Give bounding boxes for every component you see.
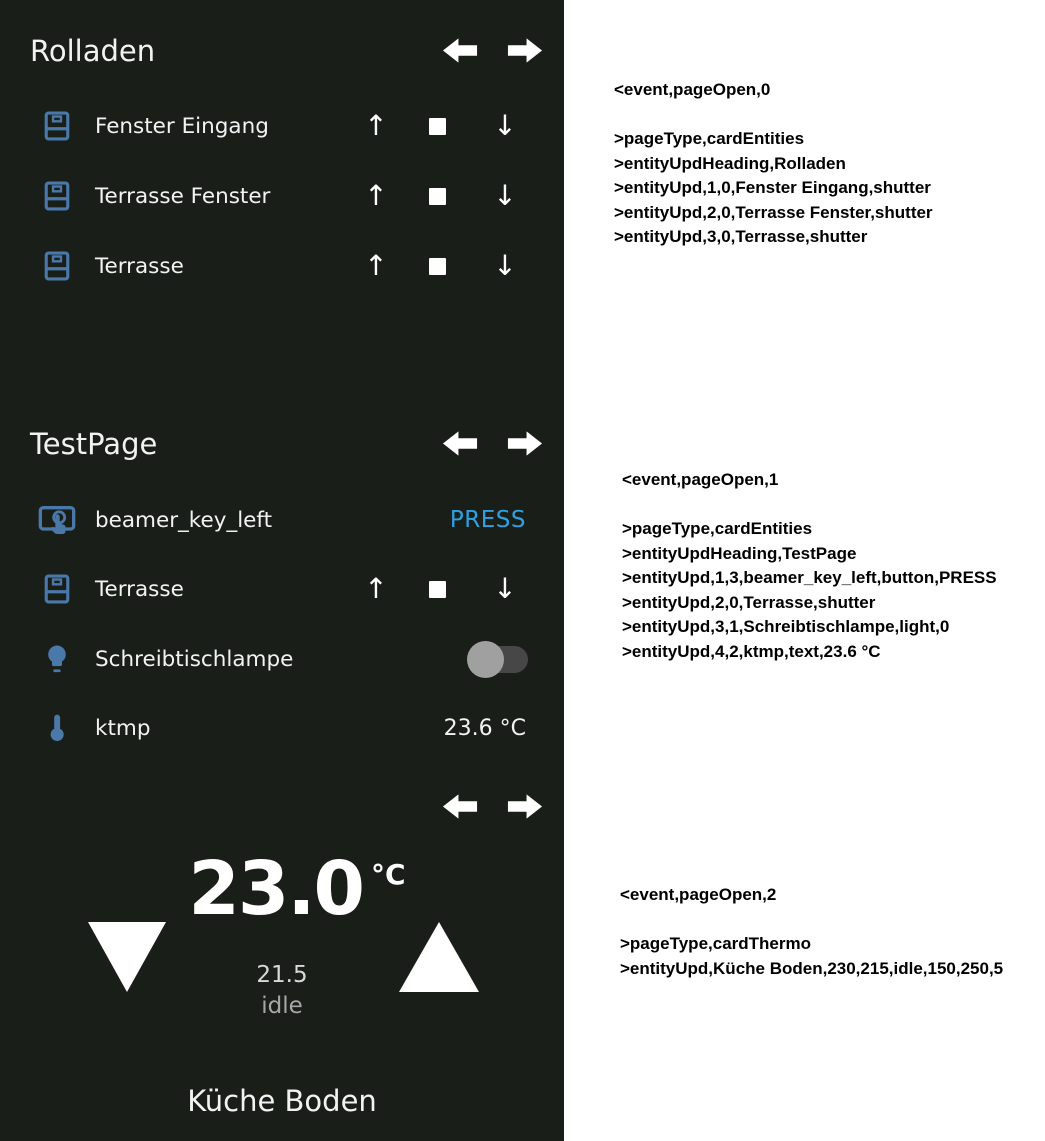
log-line: <event,pageOpen,2 [620, 885, 777, 904]
lightbulb-icon [40, 642, 74, 676]
shutter-up-button[interactable]: ↑ [364, 109, 388, 142]
card-heading-testpage: TestPage [30, 427, 158, 461]
nav-next-button[interactable] [506, 791, 544, 822]
log-line: >pageType,cardEntities [622, 519, 813, 538]
light-toggle-switch[interactable] [470, 646, 528, 673]
toggle-knob [467, 641, 504, 678]
entity-label: Fenster Eingang [95, 114, 269, 139]
nav-next-button[interactable] [506, 35, 544, 66]
window-shutter-icon [40, 109, 74, 143]
press-button[interactable]: PRESS [449, 507, 526, 533]
log-line: <event,pageOpen,1 [622, 470, 779, 489]
gesture-tap-button-icon [37, 500, 77, 540]
log-line: >entityUpdHeading,Rolladen [614, 153, 846, 173]
log-line: >pageType,cardThermo [620, 934, 811, 953]
window-shutter-icon [40, 249, 74, 283]
window-shutter-icon [40, 572, 74, 606]
window-shutter-icon [40, 179, 74, 213]
log-line [620, 908, 1003, 933]
log-block-2 [620, 883, 1003, 981]
entity-label: Terrasse [95, 577, 184, 602]
log-line: >entityUpd,2,0,Terrasse Fenster,shutter [614, 202, 933, 222]
log-line: >entityUpdHeading,TestPage [622, 543, 857, 563]
log-line: >entityUpd,1,3,beamer_key_left,button,PRESS [622, 568, 997, 587]
protocol-log [564, 0, 1045, 1141]
current-temperature [15, 846, 579, 932]
thermostat-title: Küche Boden [187, 1084, 377, 1118]
shutter-up-button[interactable]: ↑ [364, 179, 388, 212]
entity-label: Schreibtischlampe [95, 647, 294, 672]
shutter-stop-button[interactable] [429, 188, 446, 205]
shutter-stop-button[interactable] [429, 118, 446, 135]
shutter-stop-button[interactable] [429, 581, 446, 598]
log-line: >entityUpd,2,0,Terrasse,shutter [622, 592, 876, 612]
log-block-0 [614, 78, 933, 250]
shutter-up-button[interactable]: ↑ [364, 249, 388, 282]
nav-next-button[interactable] [506, 428, 544, 459]
nav-prev-button[interactable] [441, 791, 479, 822]
log-line [614, 103, 933, 128]
log-line: <event,pageOpen,0 [614, 80, 771, 99]
log-line: >entityUpd,Küche Boden,230,215,idle,150,250,5 [620, 958, 1004, 978]
target-temperature: 21.5 [256, 962, 308, 988]
log-block-1 [622, 468, 997, 664]
log-line: >entityUpd,3,0,Terrasse,shutter [614, 227, 868, 246]
log-line [622, 493, 997, 518]
entity-label: beamer_key_left [95, 508, 273, 533]
entity-label: ktmp [95, 716, 151, 741]
shutter-down-button[interactable]: ↓ [493, 179, 517, 212]
shutter-down-button[interactable]: ↓ [493, 249, 517, 282]
temperature-value: 23.6 °C [443, 716, 526, 741]
thermometer-icon [40, 711, 74, 745]
shutter-down-button[interactable]: ↓ [493, 572, 517, 605]
nav-prev-button[interactable] [441, 35, 479, 66]
thermostat-state: idle [261, 993, 303, 1019]
shutter-down-button[interactable]: ↓ [493, 109, 517, 142]
log-line: >pageType,cardEntities [614, 129, 805, 148]
temperature-unit: °C [371, 858, 406, 891]
card-heading-rolladen: Rolladen [30, 34, 156, 68]
log-line: >entityUpd,4,2,ktmp,text,23.6 °C [622, 641, 881, 661]
shutter-stop-button[interactable] [429, 258, 446, 275]
shutter-up-button[interactable]: ↑ [364, 572, 388, 605]
current-temperature-value: 23.0 [188, 846, 364, 932]
nav-prev-button[interactable] [441, 428, 479, 459]
entity-label: Terrasse Fenster [95, 184, 271, 209]
log-line: >entityUpd,3,1,Schreibtischlampe,light,0 [622, 617, 950, 636]
log-line: >entityUpd,1,0,Fenster Eingang,shutter [614, 178, 931, 197]
entity-label: Terrasse [95, 254, 184, 279]
